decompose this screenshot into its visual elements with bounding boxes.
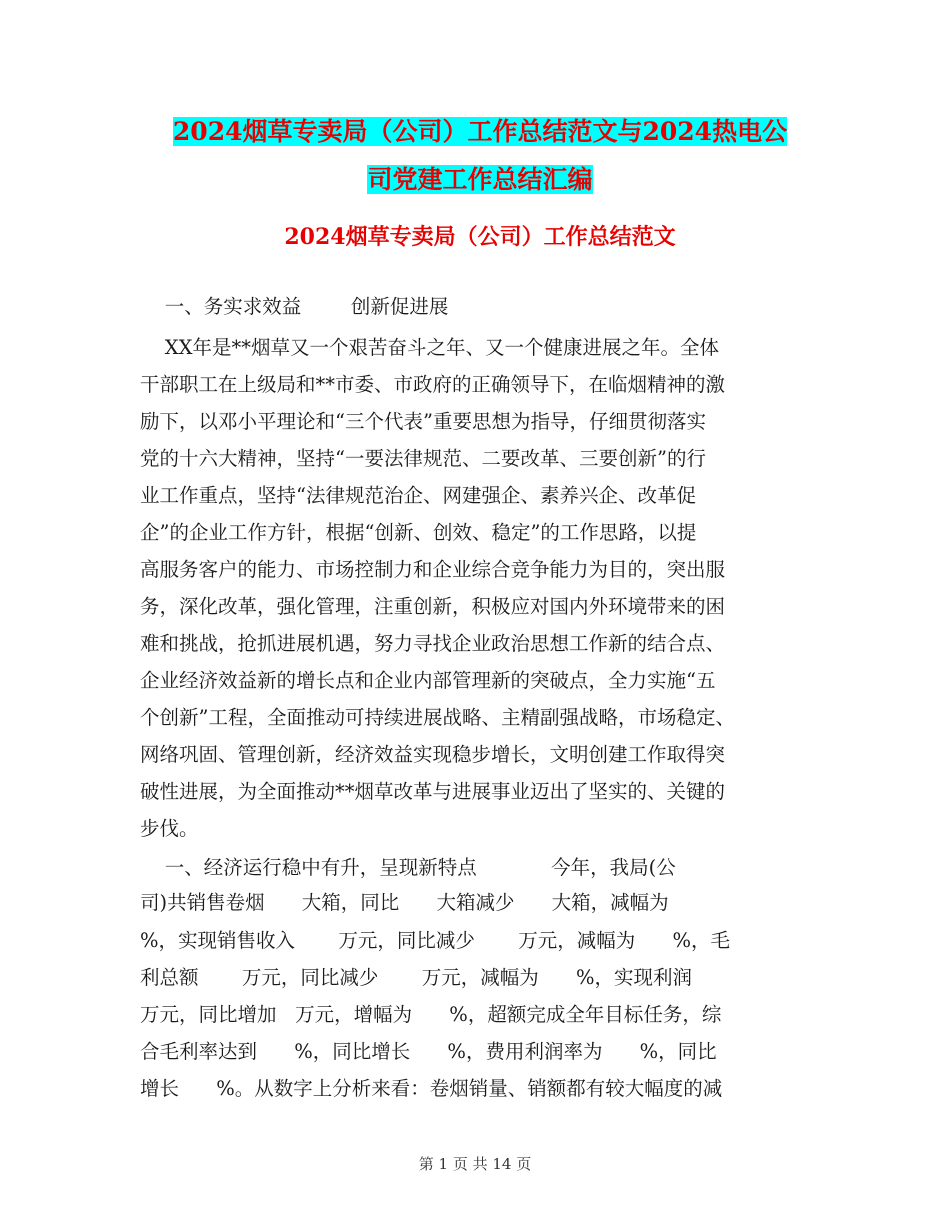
body-line: 万元，同比增加 万元，增幅为 %，超额完成全年目标任务，综 (140, 1003, 722, 1026)
body-line: 业工作重点，坚持“法律规范治企、网建强企、素养兴企、改革促 (140, 484, 696, 507)
body-line: 务，深化改革，强化管理，注重创新，积极应对国内外环境带来的困 (140, 595, 726, 618)
main-title (140, 108, 820, 204)
body-line: 步伐。 (140, 817, 199, 840)
body-line: 难和挑战，抢抓进展机遇，努力寻找企业政治思想工作新的结合点、 (140, 632, 726, 655)
body-line: 合毛利率达到 %，同比增长 %，费用利润率为 %，同比 (140, 1040, 717, 1063)
page-footer: 第 1 页 共 14 页 (418, 1155, 532, 1173)
body-line: 企”的企业工作方针，根据“创新、创效、稳定”的工作思路，以提 (140, 521, 697, 544)
body-line: 利总额 万元，同比减少 万元，减幅为 %，实现利润 (140, 966, 692, 989)
main-title-line-1: 2024烟草专卖局（公司）工作总结范文与2024热电公 (172, 117, 788, 146)
body-line: %，实现销售收入 万元，同比减少 万元，减幅为 %，毛 (140, 929, 731, 952)
body-line: 一、经济运行稳中有升，呈现新特点 今年，我局(公 (140, 856, 676, 879)
body-line: 励下，以邓小平理论和“三个代表”重要思想为指导，仔细贯彻落实 (140, 410, 706, 433)
body-line: 干部职工在上级局和**市委、市政府的正确领导下，在临烟精神的激 (140, 373, 726, 396)
body-line: 破性进展，为全面推动**烟草改革与进展事业迈出了坚实的、关键的 (140, 780, 726, 803)
body-line: XX年是**烟草又一个艰苦奋斗之年、又一个健康进展之年。全体 (140, 336, 720, 359)
body-line: 网络巩固、管理创新，经济效益实现稳步增长，文明创建工作取得突 (140, 743, 726, 766)
body-line: 个创新”工程，全面推动可持续进展战略、主精副强战略，市场稳定、 (140, 706, 735, 729)
main-title-line-2: 司党建工作总结汇编 (367, 165, 593, 194)
body-line: 司)共销售卷烟 大箱，同比 大箱减少 大箱，减幅为 (140, 891, 669, 914)
body-line: 增长 %。从数字上分析来看：卷烟销量、销额都有较大幅度的减 (140, 1077, 723, 1100)
body-line: 高服务客户的能力、市场控制力和企业综合竞争能力为目的，突出服 (140, 558, 726, 581)
body-line: 企业经济效益新的增长点和企业内部管理新的突破点，全力实施“五 (140, 669, 716, 692)
body-line: 一、务实求效益 创新促进展 (140, 295, 449, 318)
body-line: 党的十六大精神，坚持“一要法律规范、二要改革、三要创新”的行 (140, 447, 706, 470)
section-title: 2024烟草专卖局（公司）工作总结范文 (284, 224, 676, 250)
